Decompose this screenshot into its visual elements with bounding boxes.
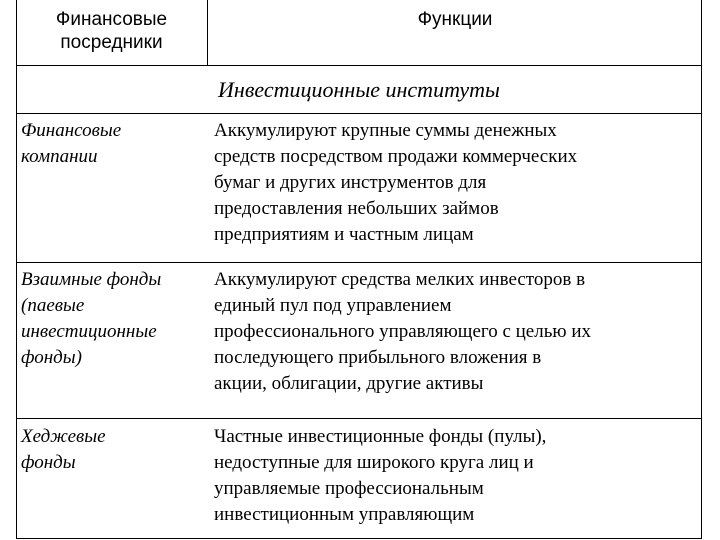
- header-intermediaries-label: Финансовые посредники: [55, 9, 168, 53]
- row-name: Финансовые компании: [21, 120, 122, 167]
- row-name: Взаимные фонды (паевые инвестиционные фонды): [21, 269, 162, 368]
- header-functions: [208, 0, 702, 65]
- row-function: Аккумулируют средства мелких инвесторов в единый пул под управлением профессионального управляющего с целью их последующего прибыльного вложения в акции, облигации, другие активы: [214, 269, 591, 394]
- table-row: [16, 420, 702, 539]
- table-row: [16, 263, 702, 419]
- header-intermediaries: [16, 0, 208, 65]
- row-function: Частные инвестиционные фонды (пулы), недоступные для широкого круга лиц и управляемые профессиональным инвестиционным управляющим: [214, 426, 547, 525]
- header-functions-label: Функции: [417, 9, 493, 30]
- section-heading-row: [16, 66, 702, 114]
- row-function: Аккумулируют крупные суммы денежных средств посредством продажи коммерческих бумаг и других инструментов для предоставления небольших займов предприятиям и частным лицам: [214, 120, 578, 245]
- row-name: Хеджевые фонды: [21, 426, 106, 473]
- section-title: Инвестиционные институты: [218, 77, 500, 102]
- table-header-row: [16, 0, 702, 66]
- table-row: [16, 114, 702, 263]
